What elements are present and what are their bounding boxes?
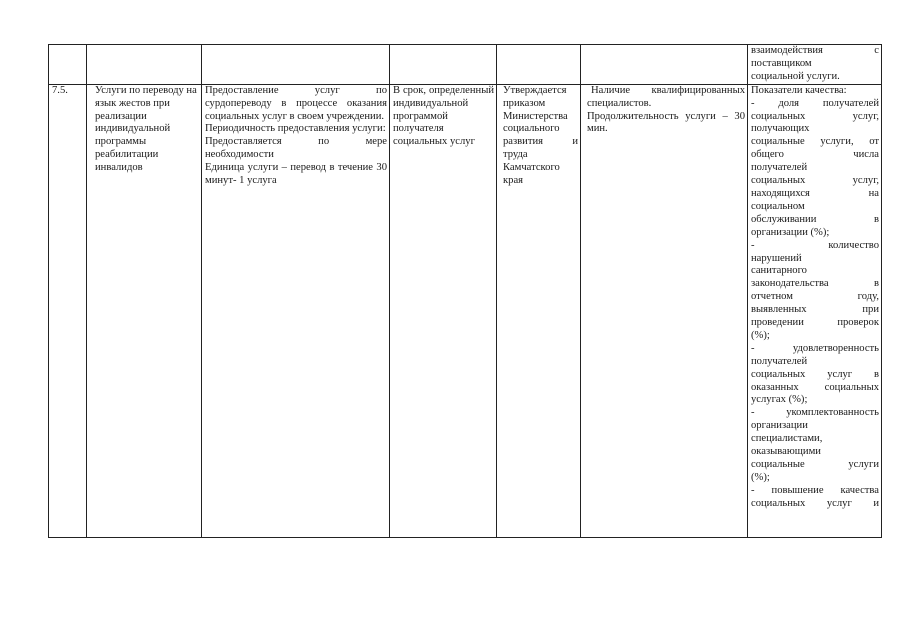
quality-line: отчетном году, [751, 291, 879, 303]
row-number: 7.5. [49, 84, 87, 537]
quality-line: оказывающими [751, 446, 821, 458]
quality-line: выявленных при [751, 304, 879, 316]
cell-service-empty [87, 45, 202, 85]
quality-line: (%); [751, 329, 770, 341]
description-paragraph: Единица услуги – перевод в течение 30 минут- 1 услуга [205, 162, 387, 187]
quality-line: специалистами, [751, 433, 823, 445]
quality-line: - укомплектованность [751, 407, 879, 419]
quality-line: нарушений [751, 252, 802, 264]
quality-indicators [748, 84, 882, 537]
quality-line: социальном [751, 200, 805, 212]
quality-line: социальных услуг в [751, 368, 879, 380]
quality-line: социальные услуги [751, 459, 879, 470]
service-name: Услуги по переводу на язык жестов при реализации индивидуальной программы реабилитации инвалидов [87, 84, 202, 537]
quality-line: находящихся на [751, 187, 879, 199]
cell-description-empty [202, 45, 390, 85]
cell-conditions-empty [581, 45, 748, 85]
quality-line: социальных услуг, [751, 175, 879, 187]
quality-line: законодательства в [751, 278, 879, 290]
quality-line: получающих [751, 123, 810, 135]
service-tariff: Утверждается приказом Министерства социального развития и труда Камчатского края [497, 84, 581, 537]
quality-line: социальных услуг, [751, 110, 879, 122]
quality-line: обслуживании в [751, 213, 879, 225]
quality-line: получателей [751, 162, 808, 174]
service-conditions [581, 84, 748, 537]
quality-line: организации [751, 420, 808, 432]
quality-line: - повышение качества [751, 484, 879, 496]
quality-line: организации (%); [751, 226, 830, 238]
description-paragraph: Предоставляется по мере необходимости [205, 136, 387, 161]
quality-line: услугах (%); [751, 394, 808, 406]
quality-line: санитарного [751, 265, 807, 277]
service-description [202, 84, 390, 537]
quality-line: социальные услуги, от [751, 136, 879, 148]
quality-line: взаимодействия с [751, 45, 879, 56]
cell-number-empty [49, 45, 87, 85]
service-term: В срок, определенный индивидуальной программой получателя социальных услуг [390, 84, 497, 537]
conditions-paragraph: Продолжительность услуги – 30 мин. [587, 110, 745, 135]
services-table [48, 44, 882, 538]
quality-line: получателей [751, 355, 808, 367]
quality-line: социальной услуги. [751, 70, 840, 82]
table-row [49, 84, 882, 537]
quality-line: социальных услуг и [751, 497, 879, 509]
quality-line: - доля получателей [751, 97, 879, 109]
description-paragraph: Предоставление услуг по сурдопереводу в процессе оказания социальных услуг в своем учреждении. [205, 84, 387, 122]
cell-tariff-empty [497, 45, 581, 85]
cell-quality-continuation [748, 45, 882, 85]
quality-line: (%); [751, 471, 770, 483]
table-row-continuation [49, 45, 882, 85]
description-paragraph: Периодичность предоставления услуги: [205, 123, 386, 135]
quality-line: проведении проверок [751, 317, 879, 329]
quality-line: оказанных социальных [751, 381, 879, 393]
quality-line: общего числа [751, 149, 879, 161]
cell-term-empty [390, 45, 497, 85]
quality-line: поставщиком [751, 57, 812, 69]
quality-line: - удовлетворенность [751, 342, 879, 354]
quality-line: - количество [751, 239, 879, 251]
quality-line: Показатели качества: [751, 84, 847, 96]
conditions-paragraph: Наличие квалифицированных специалистов. [587, 84, 745, 109]
